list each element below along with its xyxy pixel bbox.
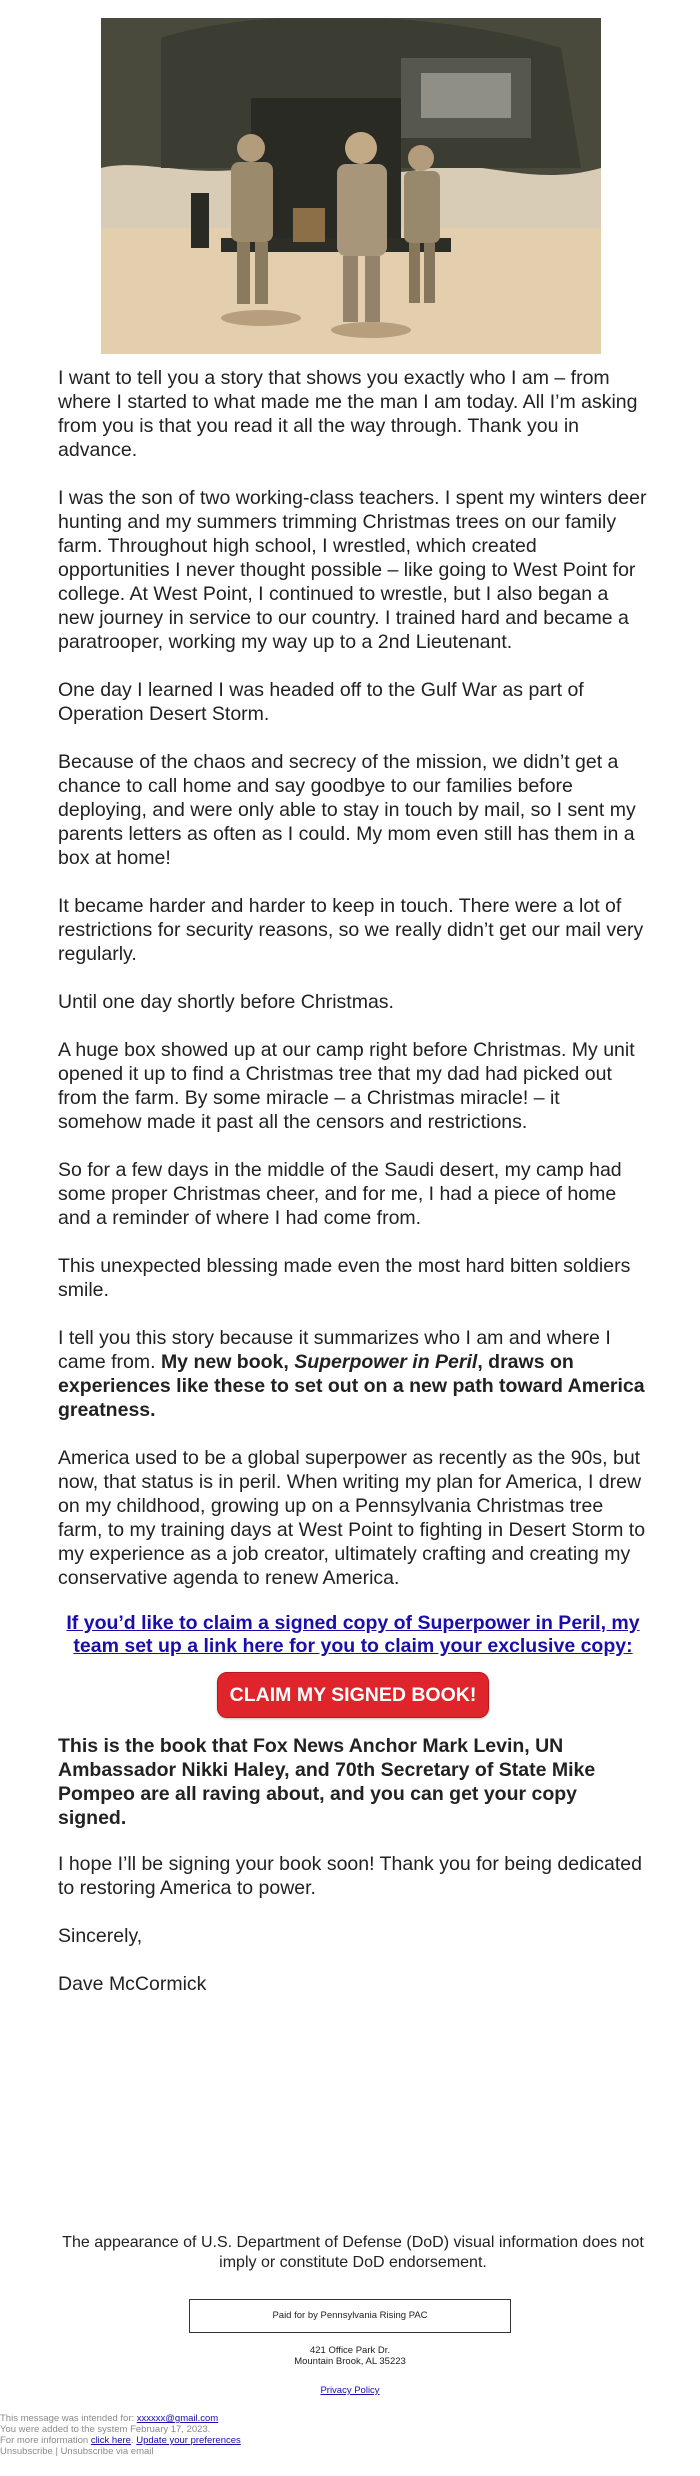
footer — [0, 2413, 400, 2457]
paid-for-box: Paid for by Pennsylvania Rising PAC — [189, 2299, 511, 2333]
footer-unsubscribe-line — [0, 2446, 400, 2457]
book-title: Superpower in Peril — [294, 1351, 478, 1373]
privacy-policy-link[interactable]: Privacy Policy — [320, 2385, 380, 2396]
footer-email-link[interactable]: xxxxxx@gmail.com — [136, 2413, 219, 2424]
story-bold-text: My new book, — [160, 1351, 295, 1373]
box-paragraph: A huge box showed up at our camp right before Christmas. My unit opened it up to find a Christmas tree that my dad had picked out from the farm. By some miracle – a Christmas miracle! – it somehow made it past all the censors and restrictions. — [58, 1039, 635, 1133]
signoff-line: Sincerely, — [58, 1925, 143, 1947]
footer-intended-text: This message was intended for: — [0, 2413, 137, 2424]
hero-photo — [101, 18, 601, 354]
endorsement-paragraph: This is the book that Fox News Anchor Mark Levin, UN Ambassador Nikki Haley, and 70th Secretary of State Mike Pompeo are all raving about, and you can get your copy signed. — [58, 1735, 596, 1829]
address-line-2: Mountain Brook, AL 35223 — [294, 2356, 406, 2367]
mailing-address — [189, 2345, 511, 2367]
footer-separator: . — [130, 2435, 137, 2446]
signature-name: Dave McCormick — [58, 1973, 207, 1995]
footer-intended-line — [0, 2413, 400, 2424]
footer-info-text: For more information — [0, 2435, 91, 2446]
unsubscribe-link[interactable]: Unsubscribe — [0, 2446, 53, 2457]
blessing-paragraph: This unexpected blessing made even the most hard bitten soldiers smile. — [58, 1255, 631, 1301]
address-line-1: 421 Office Park Dr. — [309, 2345, 391, 2356]
america-paragraph: America used to be a global superpower as recently as the 90s, but now, that status is in peril. When writing my plan for America, I drew on my childhood, growing up on a Pennsylvania Christmas tree farm, to my training days at West Point to fighting in Desert Storm to my experience as a job creator, ultimately crafting and creating my conservative agenda to renew America. — [58, 1447, 646, 1589]
unsubscribe-email-link[interactable]: Unsubscribe via email — [60, 2446, 154, 2457]
click-here-link[interactable]: click here — [90, 2435, 131, 2446]
footer-added-line: You were added to the system February 17, 2023. — [0, 2424, 211, 2435]
background-paragraph: I was the son of two working-class teachers. I spent my winters deer hunting and my summers trimming Christmas trees on our family farm. Throughout high school, I wrestled, which created opportunities I never thought possible – like going to West Point for college. At West Point, I continued to wrestle, but I also began a new journey in service to our country. I trained hard and became a paratrooper, working my way up to a 2nd Lieutenant. — [58, 487, 647, 653]
story-bold-text-end: , draws on experiences like these to set out on a new path toward America greatness. — [58, 1351, 645, 1421]
claim-signed-book-button[interactable]: CLAIM MY SIGNED BOOK! — [217, 1672, 490, 1718]
intro-paragraph: I want to tell you a story that shows you exactly who I am – from where I started to what made me the man I am today. All I’m asking from you is that you read it all the way through. Thank you in advance. — [58, 367, 638, 461]
claim-button-wrapper — [58, 1672, 648, 1718]
story-paragraph — [58, 1326, 648, 1422]
christmas-paragraph: Until one day shortly before Christmas. — [58, 991, 394, 1013]
photo-soldiers-helicopter-icon — [101, 18, 601, 354]
desert-paragraph: So for a few days in the middle of the Saudi desert, my camp had some proper Christmas cheer, and for me, I had a piece of home and a reminder of where I had come from. — [58, 1159, 622, 1229]
mail-paragraph: It became harder and harder to keep in touch. There were a lot of restrictions for security reasons, so we really didn’t get our mail very regularly. — [58, 895, 644, 965]
email-body — [58, 366, 648, 2020]
gulf-war-paragraph: One day I learned I was headed off to the Gulf War as part of Operation Desert Storm. — [58, 679, 584, 725]
story-plain-text: I tell you this story because it summarizes who I am and where I came from. — [58, 1327, 611, 1373]
dod-disclaimer: The appearance of U.S. Department of Defense (DoD) visual information does not imply or constitute DoD endorsement. — [62, 2234, 644, 2271]
footer-pipe: | — [52, 2446, 61, 2457]
footer-info-line — [0, 2435, 400, 2446]
claim-copy-link[interactable]: If you’d like to claim a signed copy of Superpower in Peril, my team set up a link here for you to claim your exclusive copy: — [66, 1612, 640, 1657]
closing-paragraph: I hope I’ll be signing your book soon! Thank you for being dedicated to restoring America to power. — [58, 1853, 642, 1899]
update-preferences-link[interactable]: Update your preferences — [136, 2435, 241, 2446]
letters-paragraph: Because of the chaos and secrecy of the mission, we didn’t get a chance to call home and say goodbye to our families before deploying, and were only able to stay in touch by mail, so I sent my parents letters as often as I could. My mom even still has them in a box at home! — [58, 751, 636, 869]
